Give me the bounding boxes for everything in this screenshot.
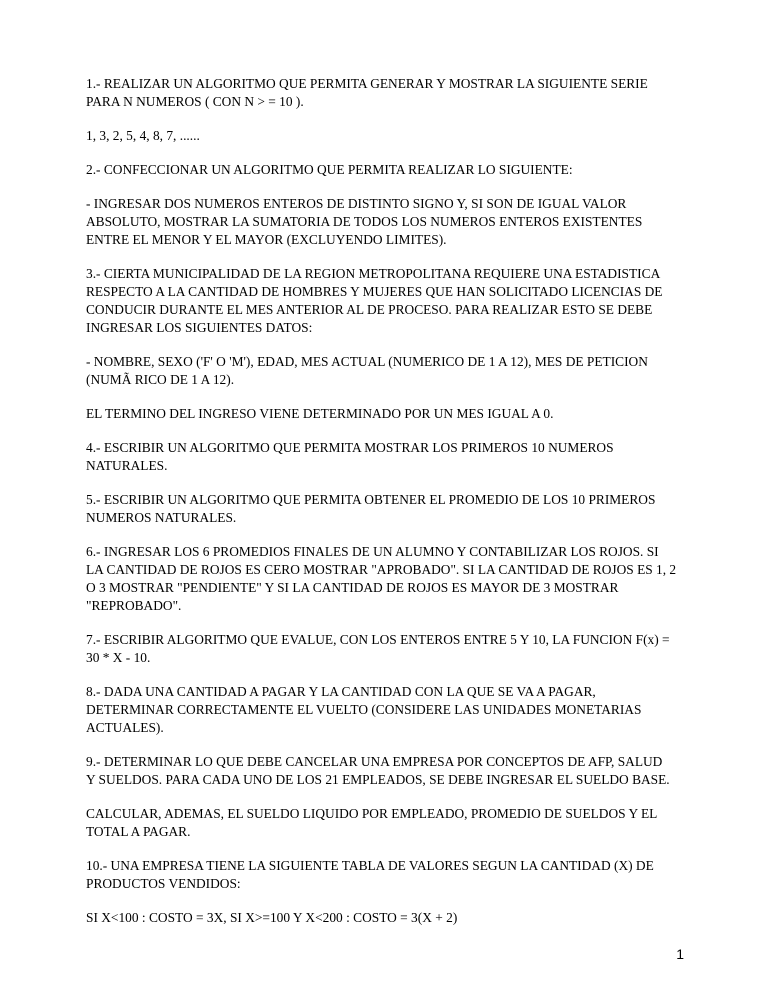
text-line: RESPECTO A LA CANTIDAD DE HOMBRES Y MUJERES QUE HAN SOLICITADO LICENCIAS DE (86, 284, 663, 299)
text-line: 3.- CIERTA MUNICIPALIDAD DE LA REGION METROPOLITANA REQUIERE UNA ESTADISTICA (86, 266, 661, 281)
text-line: 7.- ESCRIBIR ALGORITMO QUE EVALUE, CON LOS ENTEROS ENTRE 5 Y 10, LA FUNCION F(x) = (86, 632, 670, 647)
paragraph (86, 909, 701, 927)
text-line: CONDUCIR DURANTE EL MES ANTERIOR AL DE PROCESO. PARA REALIZAR ESTO SE DEBE (86, 302, 653, 317)
paragraph (86, 491, 701, 527)
text-line: PRODUCTOS VENDIDOS: (86, 876, 241, 891)
text-line: 4.- ESCRIBIR UN ALGORITMO QUE PERMITA MOSTRAR LOS PRIMEROS 10 NUMEROS (86, 440, 614, 455)
text-line: 5.- ESCRIBIR UN ALGORITMO QUE PERMITA OBTENER EL PROMEDIO DE LOS 10 PRIMEROS (86, 492, 656, 507)
paragraph (86, 353, 701, 389)
text-line: 9.- DETERMINAR LO QUE DEBE CANCELAR UNA EMPRESA POR CONCEPTOS DE AFP, SALUD (86, 754, 663, 769)
paragraph (86, 753, 701, 789)
document-body (86, 75, 701, 943)
text-line: O 3 MOSTRAR "PENDIENTE" Y SI LA CANTIDAD DE ROJOS ES MAYOR DE 3 MOSTRAR (86, 580, 619, 595)
paragraph (86, 195, 701, 249)
text-line: 8.- DADA UNA CANTIDAD A PAGAR Y LA CANTIDAD CON LA QUE SE VA A PAGAR, (86, 684, 596, 699)
text-line: CALCULAR, ADEMAS, EL SUELDO LIQUIDO POR EMPLEADO, PROMEDIO DE SUELDOS Y EL (86, 806, 658, 821)
text-line: SI X<100 : COSTO = 3X, SI X>=100 Y X<200 : COSTO = 3(X + 2) (86, 910, 458, 925)
text-line: Y SUELDOS. PARA CADA UNO DE LOS 21 EMPLEADOS, SE DEBE INGRESAR EL SUELDO BASE. (86, 772, 670, 787)
paragraph (86, 543, 701, 615)
text-line: NUMEROS NATURALES. (86, 510, 237, 525)
text-line: "REPROBADO". (86, 598, 182, 613)
paragraph (86, 683, 701, 737)
text-line: ABSOLUTO, MOSTRAR LA SUMATORIA DE TODOS LOS NUMEROS ENTEROS EXISTENTES (86, 214, 643, 229)
paragraph (86, 805, 701, 841)
paragraph (86, 161, 701, 179)
text-line: 1, 3, 2, 5, 4, 8, 7, ...... (86, 128, 200, 143)
text-line: DETERMINAR CORRECTAMENTE EL VUELTO (CONSIDERE LAS UNIDADES MONETARIAS (86, 702, 642, 717)
text-line: (NUMÃ RICO DE 1 A 12). (86, 372, 235, 387)
text-line: ENTRE EL MENOR Y EL MAYOR (EXCLUYENDO LIMITES). (86, 232, 447, 247)
text-line: EL TERMINO DEL INGRESO VIENE DETERMINADO POR UN MES IGUAL A 0. (86, 406, 554, 421)
text-line: - NOMBRE, SEXO ('F' O 'M'), EDAD, MES ACTUAL (NUMERICO DE 1 A 12), MES DE PETICION (86, 354, 648, 369)
text-line: 2.- CONFECCIONAR UN ALGORITMO QUE PERMITA REALIZAR LO SIGUIENTE: (86, 162, 573, 177)
text-line: 1.- REALIZAR UN ALGORITMO QUE PERMITA GENERAR Y MOSTRAR LA SIGUIENTE SERIE (86, 76, 648, 91)
paragraph (86, 265, 701, 337)
text-line: TOTAL A PAGAR. (86, 824, 191, 839)
paragraph (86, 127, 701, 145)
paragraph (86, 75, 701, 111)
text-line: PARA N NUMEROS ( CON N > = 10 ). (86, 94, 304, 109)
paragraph (86, 439, 701, 475)
text-line: 10.- UNA EMPRESA TIENE LA SIGUIENTE TABLA DE VALORES SEGUN LA CANTIDAD (X) DE (86, 858, 654, 873)
text-line: NATURALES. (86, 458, 168, 473)
text-line: LA CANTIDAD DE ROJOS ES CERO MOSTRAR "APROBADO". SI LA CANTIDAD DE ROJOS ES 1, 2 (86, 562, 677, 577)
text-line: INGRESAR LOS SIGUIENTES DATOS: (86, 320, 313, 335)
text-line: - INGRESAR DOS NUMEROS ENTEROS DE DISTINTO SIGNO Y, SI SON DE IGUAL VALOR (86, 196, 627, 211)
paragraph (86, 405, 701, 423)
text-line: 30 * X - 10. (86, 650, 151, 665)
paragraph (86, 857, 701, 893)
paragraph (86, 631, 701, 667)
page-number: 1 (676, 946, 684, 962)
text-line: ACTUALES). (86, 720, 164, 735)
text-line: 6.- INGRESAR LOS 6 PROMEDIOS FINALES DE UN ALUMNO Y CONTABILIZAR LOS ROJOS. SI (86, 544, 659, 559)
